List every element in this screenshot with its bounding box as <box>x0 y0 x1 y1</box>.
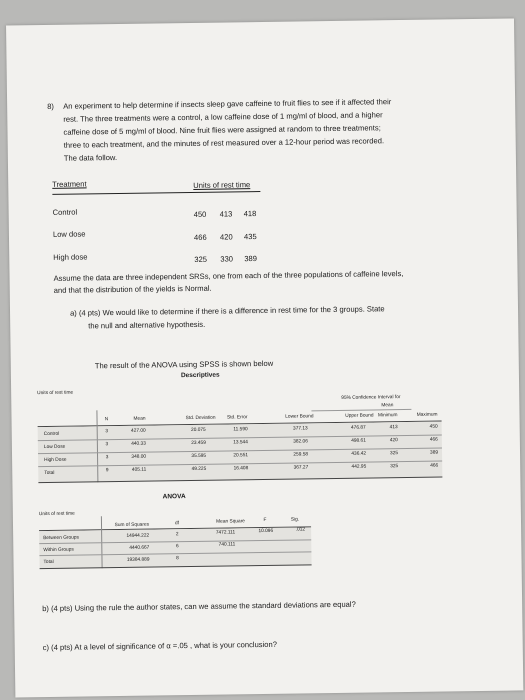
part-a-line-2: the null and alternative hypothesis. <box>88 319 206 331</box>
descriptives-units: Units of rest time <box>37 390 74 397</box>
anova-col-sig: Sig. <box>290 517 300 523</box>
ci-header-2: Mean <box>381 403 394 409</box>
anova-col-ms: Mean Square <box>216 519 246 525</box>
control-value-1: 450 <box>193 209 207 219</box>
row-label-low-dose: Low dose <box>52 229 86 239</box>
intro-line-4: three to each treatment, and the minutes of rest measured over a 12-hour period was recorded. <box>63 136 385 150</box>
part-c: c) (4 pts) At a level of significance of α =.05 , what is your conclusion? <box>42 639 277 653</box>
col-min: Minimum <box>378 413 398 419</box>
anova-row-between: Between Groups 14944.222 2 7472.111 10.096 .012 <box>43 527 306 542</box>
col-se: Std. Error <box>226 415 248 421</box>
descriptives-row-high-dose: High Dose 3 348.00 35.595 20.551 259.58 436.42 325 389 <box>44 450 439 464</box>
col-mean: Mean <box>133 416 146 422</box>
assume-line-1: Assume the data are three independent SRSs, one from each of the three populations of caffeine levels, <box>53 269 404 283</box>
anova-units: Units of rest time <box>38 511 75 518</box>
col-sd: Std. Deviation <box>185 415 216 422</box>
descriptives-row-control: Control 3 427.00 20.075 11.590 377.13 476.87 413 450 <box>43 424 438 438</box>
ci-header-1: 95% Confidence Interval for <box>341 395 401 401</box>
col-ub: Upper Bound <box>345 413 374 419</box>
row-label-high-dose: High dose <box>53 252 88 262</box>
part-a-line-1: a) (4 pts) We would like to determine if there is a difference in rest time for the 3 groups. State <box>69 304 385 318</box>
descriptives-title: Descriptives <box>180 371 220 380</box>
intro-line-2: rest. The three treatments were a control, a low caffeine dose of 1 mg/ml of blood, and a higher <box>63 110 383 124</box>
part-b: b) (4 pts) Using the rule the author states, can we assume the standard deviations are equal? <box>42 599 356 614</box>
intro-line-5: The data follow. <box>63 153 118 163</box>
anova-row-within: Within Groups 4440.667 6 740.111 <box>43 542 236 554</box>
anova-intro: The result of the ANOVA using SPSS is shown below <box>94 358 274 371</box>
descriptives-row-low-dose: Low Dose 3 440.33 23.459 13.544 382.06 498.61 420 466 <box>43 437 438 451</box>
anova-title: ANOVA <box>162 493 186 501</box>
table-rule <box>52 191 260 195</box>
control-value-3: 418 <box>243 209 257 219</box>
units-header: Units of rest time <box>193 180 251 190</box>
worksheet-page <box>6 18 523 697</box>
row-label-control: Control <box>52 207 78 217</box>
low-value-2: 420 <box>219 232 233 242</box>
high-value-2: 330 <box>220 254 234 264</box>
high-value-3: 389 <box>244 254 258 264</box>
descriptives-row-total: Total 9 405.11 49.225 16.408 367.27 442.95 325 466 <box>44 463 439 477</box>
ci-rule <box>311 409 411 411</box>
problem-number: 8) <box>47 101 54 111</box>
col-lb: Lower Bound <box>285 414 314 420</box>
anova-row-total: Total 19384.889 8 <box>43 556 179 566</box>
col-n: N <box>104 417 109 423</box>
low-value-3: 435 <box>243 232 257 242</box>
anova-col-df: df <box>174 521 180 527</box>
control-value-2: 413 <box>219 209 233 219</box>
treatment-header: Treatment <box>52 179 87 189</box>
assume-line-2: and that the distribution of the yields is Normal. <box>53 283 212 295</box>
col-max: Maximum <box>416 412 438 418</box>
anova-col-f: F <box>263 517 267 523</box>
intro-line-1: An experiment to help determine if insects sleep gave caffeine to fruit flies to see if it affected their <box>63 97 392 111</box>
low-value-1: 466 <box>193 232 207 242</box>
high-value-1: 325 <box>194 254 208 264</box>
intro-line-3: caffeine dose of 5 mg/ml of blood. Nine fruit flies were assigned at random to three treatments; <box>63 123 381 137</box>
anova-col-ss: Sum of Squares <box>114 522 150 529</box>
